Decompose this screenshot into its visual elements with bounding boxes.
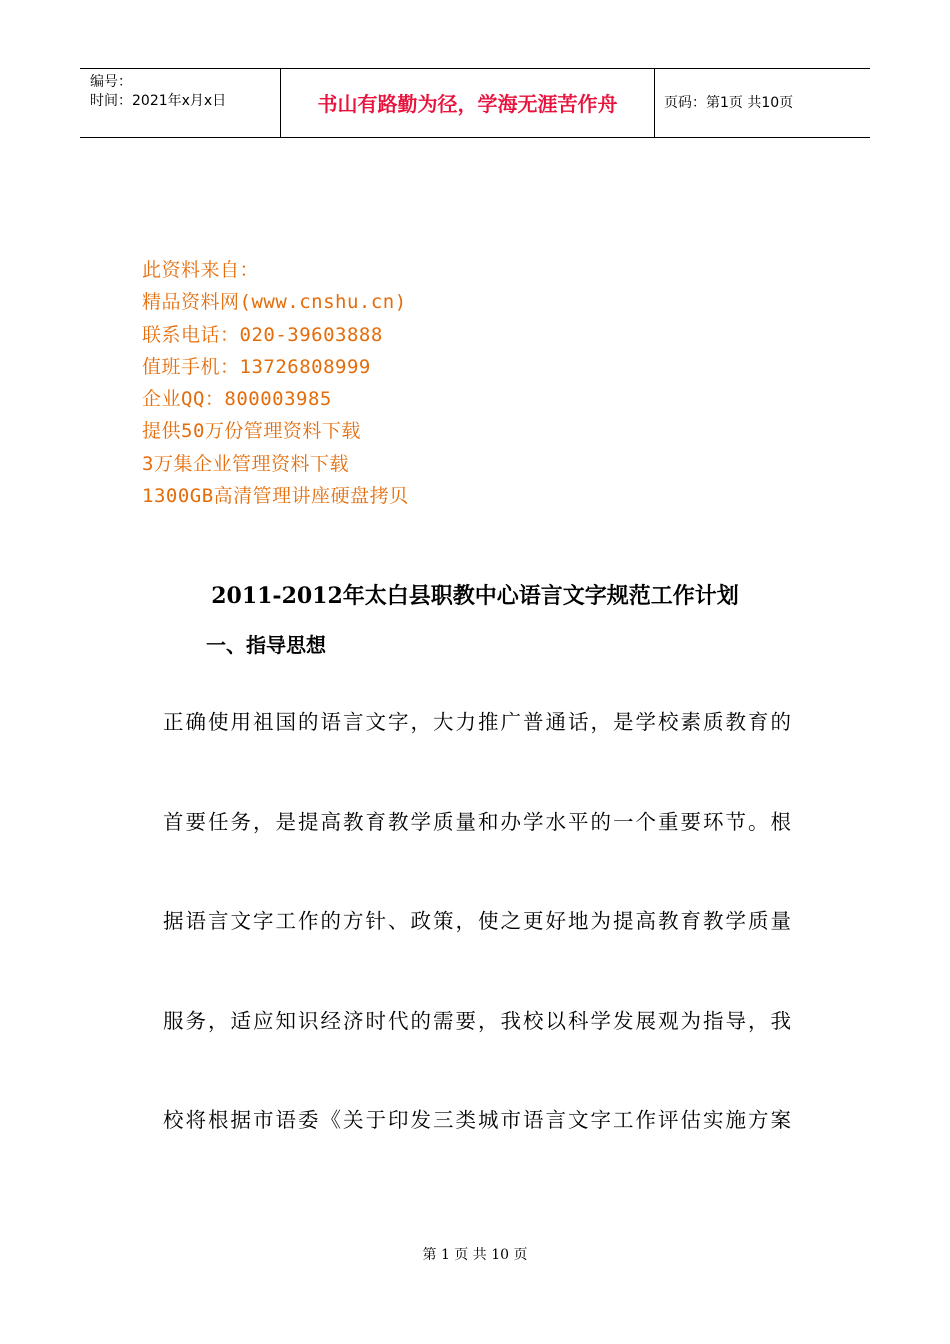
body-line: 首要任务，是提高教育教学质量和办学水平的一个重要环节。根 [163,809,793,834]
document-header [80,68,870,138]
header-page-cell [654,69,870,137]
source-info-block [142,254,409,512]
header-motto-cell [280,69,655,137]
source-line: 企业QQ：800003985 [142,388,332,411]
body-line: 正确使用祖国的语言文字，大力推广普通话，是学校素质教育的 [163,710,793,734]
motto-text: 书山有路勤为径，学海无涯苦作舟 [317,92,618,116]
body-line: 服务，适应知识经济时代的需要，我校以科学发展观为指导，我 [163,1008,793,1033]
document-title: 2011-2012年太白县职教中心语言文字规范工作计划 [211,583,739,609]
header-meta-cell [80,69,280,137]
source-line: 1300GB高清管理讲座硬盘拷贝 [142,485,409,508]
body-line: 据语言文字工作的方针、政策，使之更好地为提高教育教学质量 [163,909,793,933]
source-line: 值班手机：13726808999 [142,355,371,378]
section-heading: 一、指导思想 [206,633,326,657]
source-line: 提供50万份管理资料下载 [142,420,361,443]
source-line: 3万集企业管理资料下载 [142,452,349,475]
body-paragraph [163,700,803,1198]
serial-number-label: 编号： [90,74,132,90]
body-line: 校将根据市语委《关于印发三类城市语言文字工作评估实施方案 [163,1108,793,1132]
source-line: 联系电话：020-39603888 [142,323,383,346]
date-label: 时间：2021年x月x日 [90,93,227,109]
source-line: 此资料来自： [142,259,260,281]
source-line: 精品资料网(www.cnshu.cn) [142,291,407,314]
page-count-label: 页码：第1页 共10页 [664,95,794,111]
page-footer: 第 1 页 共 10 页 [422,1247,528,1263]
